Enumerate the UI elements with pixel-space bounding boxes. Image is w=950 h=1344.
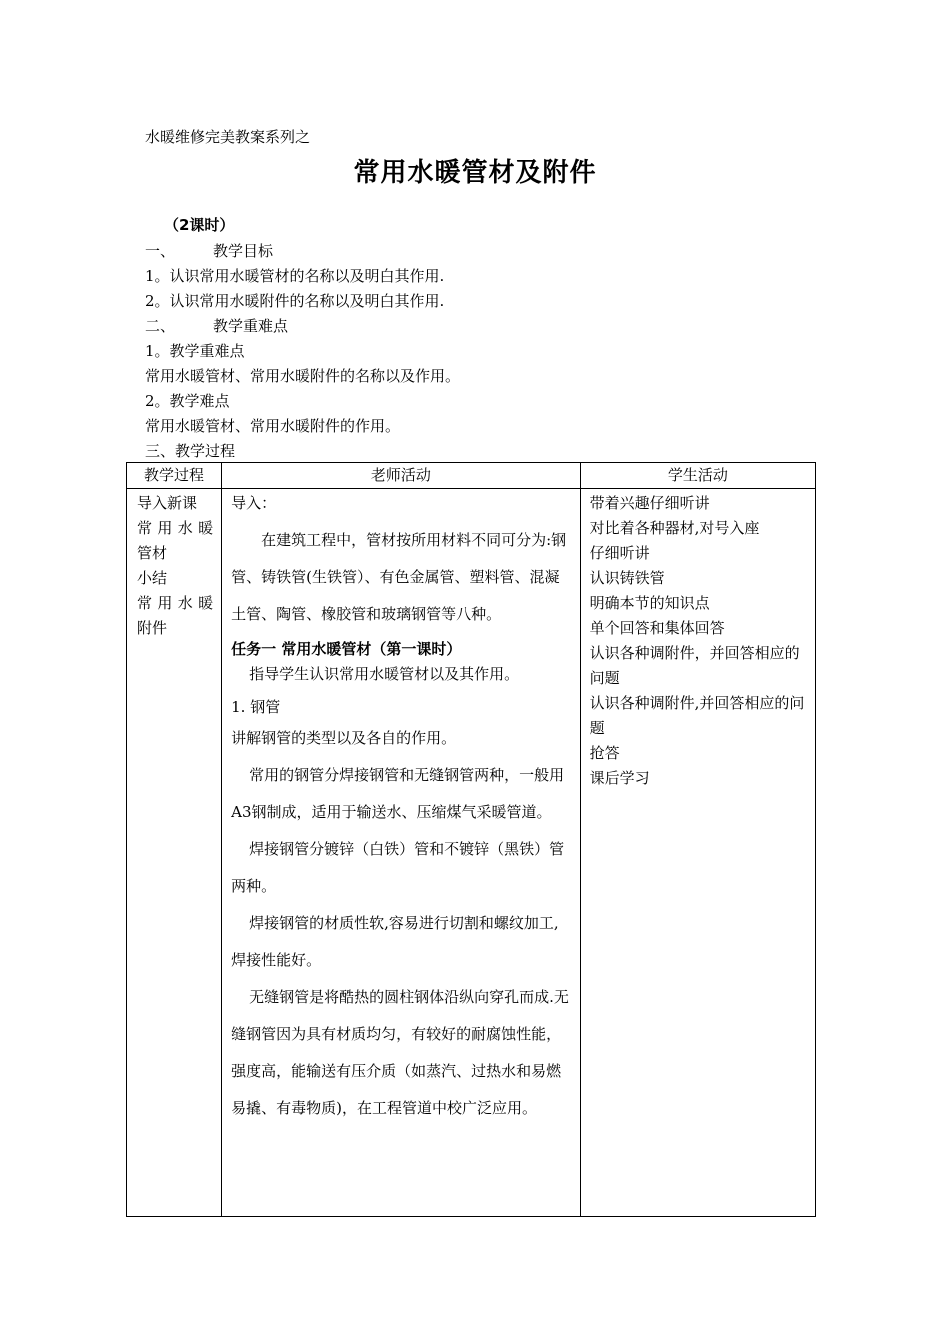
student-activity: 带着兴趣仔细听讲	[589, 494, 710, 512]
process-step: 附件	[137, 619, 168, 637]
student-cell	[580, 489, 815, 1217]
page-title: 常用水暖管材及附件	[353, 158, 597, 188]
difficulty-text: 常用水暖管材、常用水暖附件的作用。	[145, 417, 401, 435]
teacher-cell	[222, 489, 581, 1217]
section-keypoints-heading	[145, 314, 825, 339]
process-step: 常用水暖	[137, 519, 214, 537]
student-activity: 明确本节的知识点	[589, 594, 710, 612]
process-step: 常用水暖	[137, 594, 214, 612]
table-row	[127, 489, 816, 1217]
paragraph: 无缝钢管是将酷热的圆柱钢体沿纵向穿孔而成.无缝钢管因为具有材质均匀，有较好的耐腐蚀性能，强度高，能输送有压介质（如蒸汽、过热水和易燃易撬、有毒物质)，在工程管道中校广泛应用。	[231, 988, 569, 1117]
student-activity: 抢答	[589, 744, 620, 762]
keypoint-text: 常用水暖管材、常用水暖附件的名称以及作用。	[145, 367, 461, 385]
section-title: 教学目标	[213, 242, 274, 260]
section-number: 一、	[145, 242, 176, 260]
process-step: 管材	[137, 544, 168, 562]
teaching-process-table	[126, 462, 816, 1217]
section-process-heading: 三、教学过程	[145, 442, 236, 460]
student-activity: 认识各种调附件，并回答相应的问题	[589, 644, 800, 687]
student-activity: 对比着各种器材,对号入座	[589, 519, 760, 537]
student-activity: 单个回答和集体回答	[589, 619, 725, 637]
header-process: 教学过程	[127, 463, 222, 489]
keypoint-heading: 1。教学重难点	[145, 342, 245, 360]
section-number: 二、	[145, 317, 176, 335]
student-activity: 认识铸铁管	[589, 569, 665, 587]
paragraph: 焊接钢管分镀锌（白铁）管和不镀锌（黑铁）管两种。	[231, 840, 565, 895]
intro-label: 导入：	[231, 494, 277, 512]
header-student: 学生活动	[580, 463, 815, 489]
student-activity: 课后学习	[589, 769, 650, 787]
process-step: 小结	[137, 569, 168, 587]
header-teacher: 老师活动	[222, 463, 581, 489]
process-cell	[127, 489, 222, 1217]
task-title: 任务一 常用水暖管材（第一课时）	[231, 640, 462, 658]
section-objectives-heading	[145, 239, 825, 264]
lesson-outline	[145, 239, 825, 464]
task-description: 指导学生认识常用水暖管材以及其作用。	[249, 665, 520, 683]
intro-text: 在建筑工程中，管材按所用材料不同可分为:钢管、铸铁管(生铁管）、有色金属管、塑料管、混凝土管、陶管、橡胶管和玻璃钢管等八种。	[231, 531, 567, 623]
objective-item: 2。认识常用水暖附件的名称以及明白其作用.	[145, 292, 445, 310]
paragraph: 常用的钢管分焊接钢管和无缝钢管两种，一般用A3钢制成，适用于输送水、压缩煤气采暖管道。	[231, 766, 565, 821]
section-title: 教学重难点	[213, 317, 289, 335]
series-label: 水暖维修完美教案系列之	[145, 128, 311, 146]
table-header-row	[127, 463, 816, 489]
process-step: 导入新课	[137, 494, 198, 512]
item-steel-pipe-desc: 讲解钢管的类型以及各自的作用。	[231, 729, 457, 747]
student-activity: 仔细听讲	[589, 544, 650, 562]
item-steel-pipe: 1. 钢管	[231, 698, 281, 716]
student-activity: 认识各种调附件,并回答相应的问题	[589, 694, 805, 737]
objective-item: 1。认识常用水暖管材的名称以及明白其作用.	[145, 267, 445, 285]
difficulty-heading: 2。教学难点	[145, 392, 230, 410]
class-hours: （2课时）	[164, 216, 235, 234]
paragraph: 焊接钢管的材质性软,容易进行切割和螺纹加工,焊接性能好。	[231, 914, 559, 969]
